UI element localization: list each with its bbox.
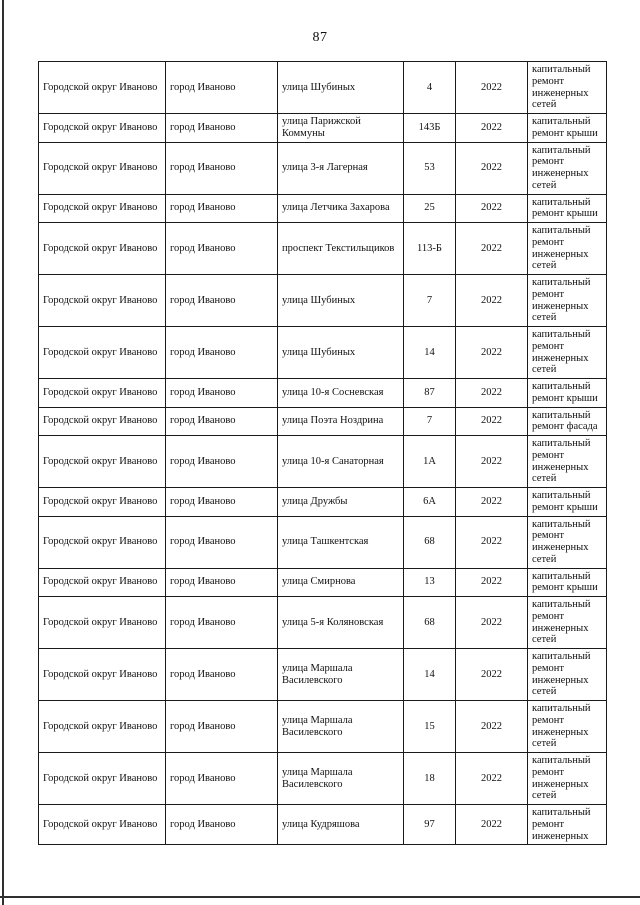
cell-house: 14: [404, 327, 456, 379]
cell-city: город Иваново: [166, 275, 278, 327]
cell-region: Городской округ Иваново: [39, 805, 166, 845]
cell-city: город Иваново: [166, 194, 278, 223]
cell-street: улица Маршала Василевского: [278, 649, 404, 701]
cell-city: город Иваново: [166, 62, 278, 114]
cell-region: Городской округ Иваново: [39, 753, 166, 805]
cell-year: 2022: [456, 701, 528, 753]
cell-region: Городской округ Иваново: [39, 275, 166, 327]
cell-street: улица Парижской Коммуны: [278, 114, 404, 143]
cell-region: Городской округ Иваново: [39, 407, 166, 436]
cell-region: Городской округ Иваново: [39, 223, 166, 275]
cell-city: город Иваново: [166, 753, 278, 805]
cell-repair: капитальный ремонт крыши: [528, 114, 607, 143]
cell-region: Городской округ Иваново: [39, 379, 166, 408]
cell-region: Городской округ Иваново: [39, 114, 166, 143]
table-row: [39, 753, 607, 805]
cell-house: 97: [404, 805, 456, 845]
table-row: [39, 275, 607, 327]
cell-year: 2022: [456, 488, 528, 517]
table-row: [39, 223, 607, 275]
cell-repair: капитальный ремонт инженерных сетей: [528, 62, 607, 114]
table-row: [39, 516, 607, 568]
cell-repair: капитальный ремонт инженерных сетей: [528, 327, 607, 379]
table-row: [39, 488, 607, 517]
cell-house: 14: [404, 649, 456, 701]
cell-city: город Иваново: [166, 114, 278, 143]
cell-house: 1А: [404, 436, 456, 488]
cell-city: город Иваново: [166, 407, 278, 436]
cell-house: 7: [404, 275, 456, 327]
cell-year: 2022: [456, 223, 528, 275]
cell-city: город Иваново: [166, 379, 278, 408]
page-number: 87: [312, 30, 328, 45]
cell-year: 2022: [456, 753, 528, 805]
cell-house: 15: [404, 701, 456, 753]
cell-repair: капитальный ремонт крыши: [528, 488, 607, 517]
table-row: [39, 327, 607, 379]
cell-house: 13: [404, 568, 456, 597]
cell-year: 2022: [456, 114, 528, 143]
cell-house: 113-Б: [404, 223, 456, 275]
cell-repair: капитальный ремонт крыши: [528, 194, 607, 223]
cell-repair: капитальный ремонт инженерных сетей: [528, 516, 607, 568]
table-row: [39, 379, 607, 408]
cell-house: 68: [404, 597, 456, 649]
cell-city: город Иваново: [166, 436, 278, 488]
cell-repair: капитальный ремонт фасада: [528, 407, 607, 436]
cell-year: 2022: [456, 436, 528, 488]
cell-street: улица Ташкентская: [278, 516, 404, 568]
cell-repair: капитальный ремонт инженерных сетей: [528, 436, 607, 488]
table-row: [39, 597, 607, 649]
cell-region: Городской округ Иваново: [39, 194, 166, 223]
cell-house: 68: [404, 516, 456, 568]
cell-house: 143Б: [404, 114, 456, 143]
cell-city: город Иваново: [166, 568, 278, 597]
table-row: [39, 701, 607, 753]
scan-edge-bottom: [0, 896, 640, 898]
cell-house: 6А: [404, 488, 456, 517]
cell-city: город Иваново: [166, 327, 278, 379]
table-row: [39, 142, 607, 194]
cell-street: улица Шубиных: [278, 62, 404, 114]
cell-region: Городской округ Иваново: [39, 436, 166, 488]
cell-house: 18: [404, 753, 456, 805]
cell-city: город Иваново: [166, 488, 278, 517]
cell-year: 2022: [456, 142, 528, 194]
cell-repair: капитальный ремонт инженерных сетей: [528, 753, 607, 805]
cell-street: улица 10-я Сосневская: [278, 379, 404, 408]
cell-region: Городской округ Иваново: [39, 62, 166, 114]
cell-street: улица 3-я Лагерная: [278, 142, 404, 194]
table-row: [39, 407, 607, 436]
cell-region: Городской округ Иваново: [39, 568, 166, 597]
cell-year: 2022: [456, 327, 528, 379]
table-row: [39, 436, 607, 488]
cell-house: 7: [404, 407, 456, 436]
table-row: [39, 568, 607, 597]
cell-year: 2022: [456, 805, 528, 845]
cell-street: улица Смирнова: [278, 568, 404, 597]
cell-house: 25: [404, 194, 456, 223]
cell-year: 2022: [456, 62, 528, 114]
cell-house: 4: [404, 62, 456, 114]
cell-street: проспект Текстильщиков: [278, 223, 404, 275]
cell-city: город Иваново: [166, 649, 278, 701]
cell-year: 2022: [456, 597, 528, 649]
cell-city: город Иваново: [166, 516, 278, 568]
cell-region: Городской округ Иваново: [39, 142, 166, 194]
cell-repair: капитальный ремонт инженерных сетей: [528, 597, 607, 649]
cell-region: Городской округ Иваново: [39, 488, 166, 517]
cell-street: улица Маршала Василевского: [278, 701, 404, 753]
cell-year: 2022: [456, 194, 528, 223]
cell-year: 2022: [456, 275, 528, 327]
cell-street: улица Летчика Захарова: [278, 194, 404, 223]
cell-street: улица Шубиных: [278, 275, 404, 327]
cell-region: Городской округ Иваново: [39, 701, 166, 753]
cell-city: город Иваново: [166, 701, 278, 753]
cell-house: 53: [404, 142, 456, 194]
cell-city: город Иваново: [166, 805, 278, 845]
cell-city: город Иваново: [166, 223, 278, 275]
cell-repair: капитальный ремонт инженерных сетей: [528, 701, 607, 753]
table-row: [39, 805, 607, 845]
cell-year: 2022: [456, 568, 528, 597]
table-row: [39, 649, 607, 701]
table-row: [39, 62, 607, 114]
cell-year: 2022: [456, 379, 528, 408]
table-row: [39, 194, 607, 223]
cell-city: город Иваново: [166, 597, 278, 649]
cell-region: Городской округ Иваново: [39, 516, 166, 568]
cell-region: Городской округ Иваново: [39, 327, 166, 379]
table-row: [39, 114, 607, 143]
cell-repair: капитальный ремонт инженерных сетей: [528, 275, 607, 327]
cell-street: улица 5-я Коляновская: [278, 597, 404, 649]
scan-edge-left: [2, 0, 4, 905]
cell-street: улица Дружбы: [278, 488, 404, 517]
repairs-table: [38, 61, 607, 845]
cell-house: 87: [404, 379, 456, 408]
cell-region: Городской округ Иваново: [39, 649, 166, 701]
cell-repair: капитальный ремонт крыши: [528, 568, 607, 597]
cell-street: улица Шубиных: [278, 327, 404, 379]
cell-street: улица Поэта Ноздрина: [278, 407, 404, 436]
cell-repair: капитальный ремонт инженерных сетей: [528, 223, 607, 275]
cell-year: 2022: [456, 407, 528, 436]
cell-repair: капитальный ремонт инженерных сетей: [528, 142, 607, 194]
cell-year: 2022: [456, 649, 528, 701]
cell-year: 2022: [456, 516, 528, 568]
cell-repair: капитальный ремонт инженерных: [528, 805, 607, 845]
cell-repair: капитальный ремонт крыши: [528, 379, 607, 408]
cell-street: улица Маршала Василевского: [278, 753, 404, 805]
cell-street: улица Кудряшова: [278, 805, 404, 845]
cell-region: Городской округ Иваново: [39, 597, 166, 649]
cell-repair: капитальный ремонт инженерных сетей: [528, 649, 607, 701]
cell-street: улица 10-я Санаторная: [278, 436, 404, 488]
cell-city: город Иваново: [166, 142, 278, 194]
